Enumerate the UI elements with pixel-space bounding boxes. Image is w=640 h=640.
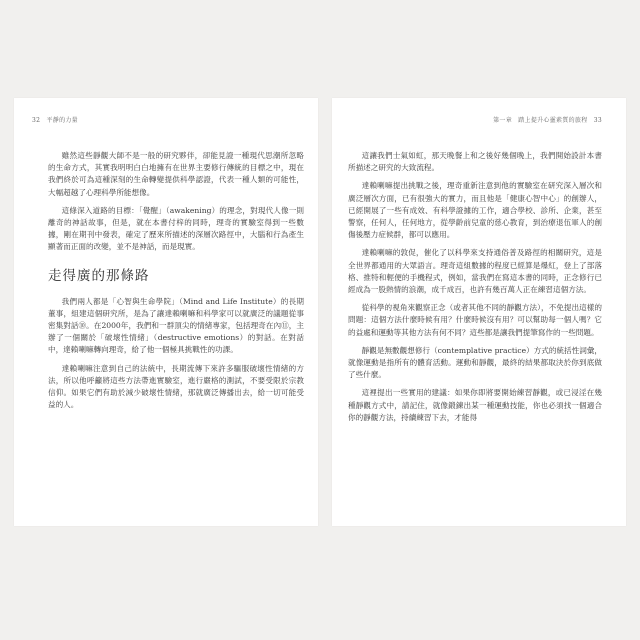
paragraph: 靜觀是無數觀想修行（contemplative practice）方式的統括性詞彙，就像運動是指所有的體育活動。運動和靜觀，最終的結果都取決於你到底做了些什麼。 bbox=[348, 345, 602, 380]
book-spread bbox=[14, 98, 626, 526]
paragraph: 達賴喇嘛的敦促，催化了以科學來支持通俗普及路徑的相關研究，這是全世界都通用的大眾語言。理奇這組數據的程度已經算是爆紅，登上了部落格、推特和輕便的手機程式，例如，當我們在寫這本書的同時，正念修行已經成為一股熱情的浪潮，成千成百，也許有幾百萬人正在練習這個方法。 bbox=[348, 248, 602, 295]
chapter-label: 第一章 bbox=[493, 117, 512, 124]
paragraph: 從科學的視角來觀察正念（或者其他不同的靜觀方法），不免提出這樣的問題：這個方法什麼時候有用？什麼時候沒有用？可以幫助每一個人嗎？它的益處和運動等其他方法有何不同？這些都是讓我們提筆寫作的一些問題。 bbox=[348, 303, 602, 337]
paragraph: 達賴喇嘛提出挑戰之後，理奇重新注意到他的實驗室在研究深入層次和廣泛層次方面，已有很強大的實力，而且他是「健康心智中心」的創辦人，已經開展了一些有成效、有科學證據的工作，適合學校、診所、企業，甚至警察，任何人，任何地方，從學齡前兒童的慈心教育，到治療退伍軍人的創傷後壓力症候群，都可以應用。 bbox=[348, 181, 602, 240]
paragraph: 這讓我們士氣如虹，那天晚餐上和之後好幾個晚上，我們開始設計本書所描述之研究的大致流程。 bbox=[348, 151, 602, 173]
paragraph: 達賴喇嘛注意到自己的法統中，長期流傳下來許多驅服破壞性情緒的方法，所以他呼籲將這些方法帶進實驗室，進行嚴格的測試，不要受限於宗教信仰。如果它們有助於減少破壞性情緒，那就廣泛傳播出去，給一切可能受益的人。 bbox=[48, 363, 304, 410]
right-running-title: 踏上提升心靈素質的旅程 bbox=[518, 117, 588, 124]
right-running-head bbox=[493, 115, 606, 124]
left-running-title: 平靜的力量 bbox=[46, 117, 78, 124]
paragraph: 我們兩人都是「心智與生命學院」（Mind and Life Institute）的長期董事，組建這個研究所，是為了讓達賴喇嘛和科學家可以就廣泛的議題從事密集對話⑩。在2000年，我們和一群頂尖的情緒專家，包括理奇在內⑪，主辦了一個關於「破壞性情緒」（destructive emotions）的對話。在對話中，達賴喇嘛轉向理奇，給了他一個極具挑戰性的功課。 bbox=[48, 296, 304, 355]
left-page bbox=[14, 98, 318, 526]
paragraph: 這條深入道路的目標：「覺醒」（awakening）的理念，對現代人像一則離奇的神話故事，但是，就在本書付梓的同時，理奇的實驗室得到一些數據，剛在期刊中發表，確定了歷來所描述的深層次路徑中，大腦和行為產生顯著而正面的改變，並不是神話，而是現實。 bbox=[48, 205, 304, 252]
paragraph: 這裡提出一些實用的建議：如果你即將要開始練習靜觀，或已浸淫在幾種靜觀方式中，請記住，就像鍛鍊出某一種運動技能，你也必須找一個適合你的靜觀方法，持續練習下去，才能得 bbox=[348, 388, 602, 422]
right-page bbox=[332, 98, 626, 526]
left-page-number: 32 bbox=[32, 117, 41, 124]
left-running-head bbox=[28, 115, 78, 124]
left-page-body bbox=[48, 150, 304, 417]
section-heading: 走得廣的那條路 bbox=[48, 267, 150, 284]
right-page-body bbox=[348, 150, 602, 430]
paragraph: 雖然這些靜觀大師不是一般的研究夥伴，卻能見證一種現代思潮所忽略的生命方式，其實我明明白白地擁有在世界主要修行傳統的目標之中，現在我們終於可為這種深刻的生命轉變提供科學認證，代表一種人類的可能性，大幅超越了心理科學所能想像。 bbox=[48, 151, 304, 197]
right-page-number: 33 bbox=[593, 117, 602, 124]
